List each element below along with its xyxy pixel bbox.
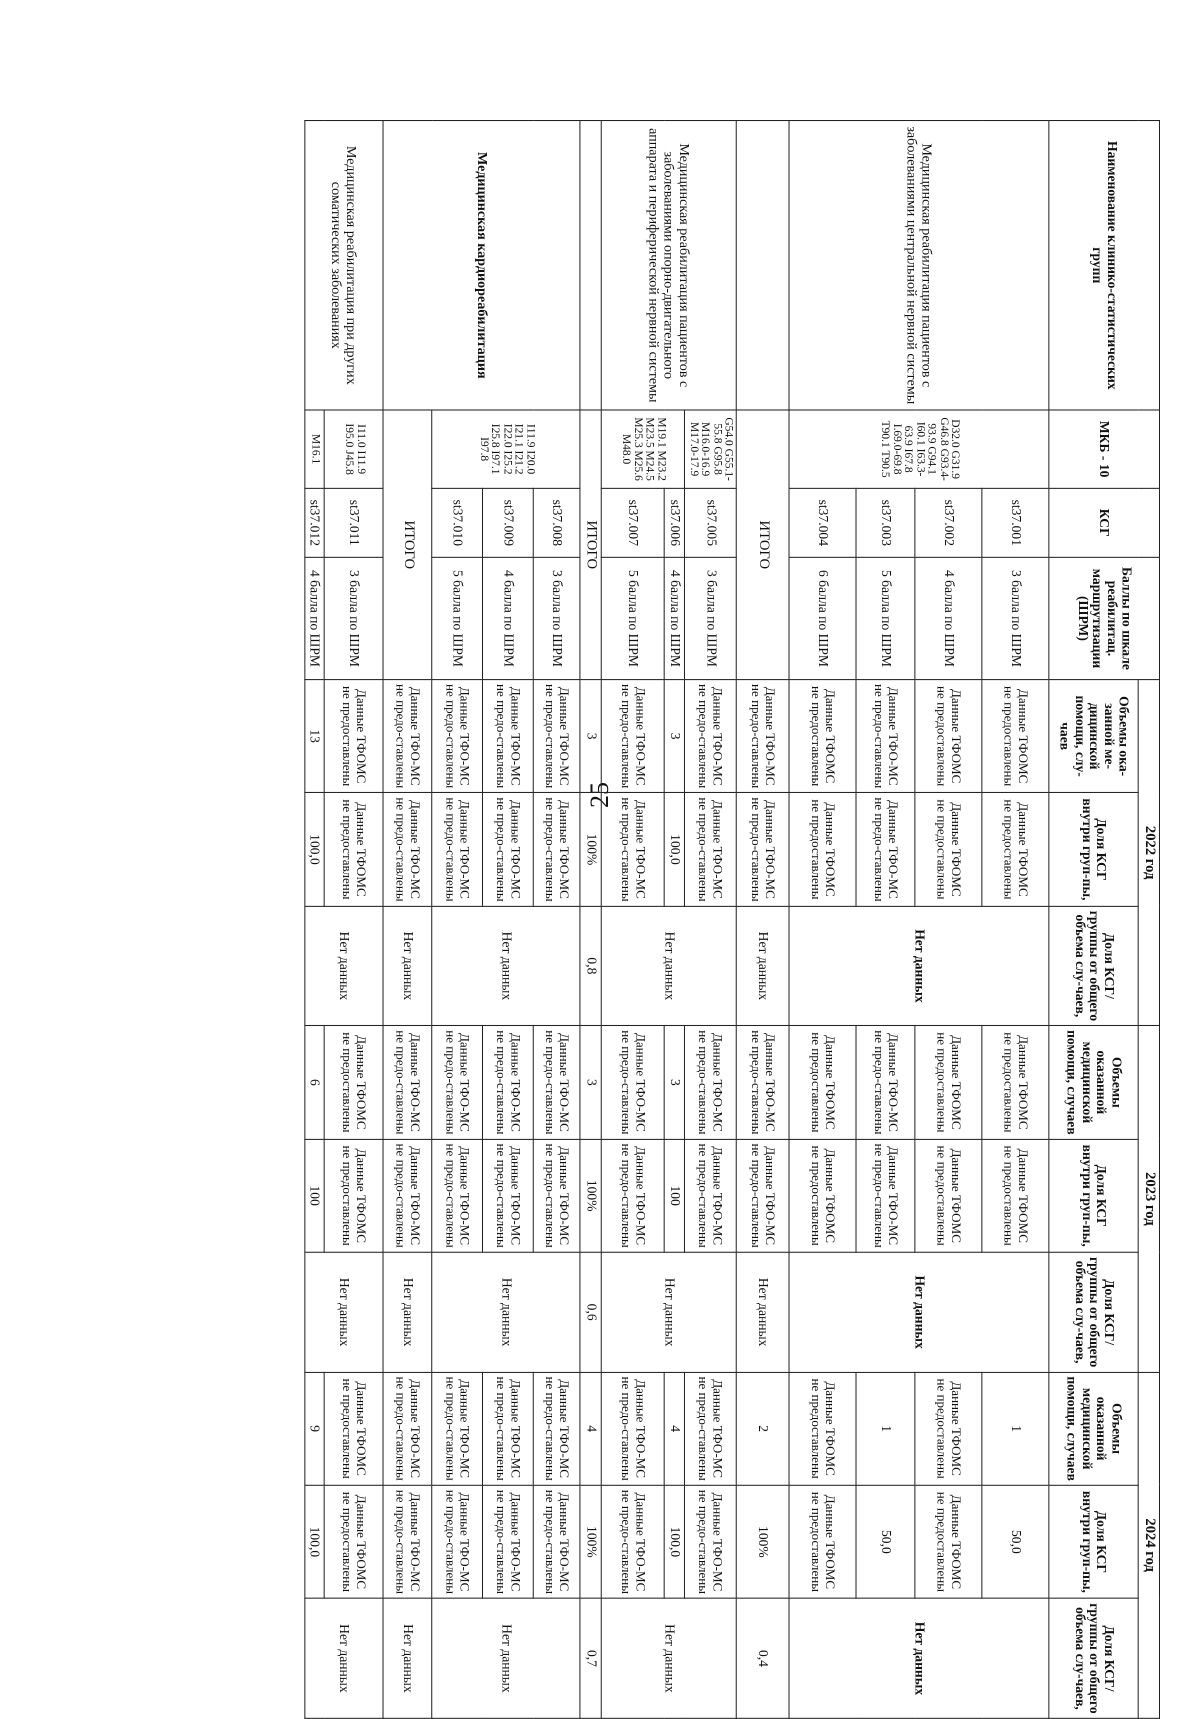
itogo-row: [580, 121, 601, 1719]
share-in-2022: Данные ТФО-МС не предо-ставлены: [685, 793, 737, 906]
share-total-2024: Нет данных: [305, 1599, 384, 1719]
share-in-2022: Данные ТФОМС не предоставлены: [915, 793, 982, 906]
table-row: [685, 121, 737, 1719]
share-in-2024: 100%: [580, 1485, 601, 1598]
share-total-2022: Нет данных: [789, 906, 1049, 1026]
itogo-label: ИТОГО: [737, 410, 790, 679]
share-in-2022: Данные ТФОМС не предоставлены: [982, 793, 1049, 906]
group-name-cns: Медицинская реабилитация пациентов с заболеваниями центральной нервной системы: [789, 121, 1049, 411]
share-in-2023: 100: [664, 1139, 684, 1252]
share-in-2022: Данные ТФОМС не предоставлены: [789, 793, 856, 906]
ksg-code: st37.009: [483, 488, 534, 557]
header-ksg: КСГ: [1049, 488, 1159, 557]
vol-2022: Данные ТФО-МС не предо-ставлены: [737, 680, 790, 793]
share-in-2023: Данные ТФО-МС не предо-ставлены: [601, 1139, 664, 1252]
share-in-2024: Данные ТФОМС не предоставлены: [789, 1485, 856, 1598]
vol-2024: 1: [856, 1372, 915, 1485]
share-in-2024: Данные ТФОМС не предоставлены: [915, 1485, 982, 1598]
share-in-2023: Данные ТФОМС не предоставлены: [982, 1139, 1049, 1252]
vol-2024: 4: [580, 1372, 601, 1485]
vol-2023: Данные ТФО-МС не предо-ставлены: [483, 1026, 534, 1139]
vol-2023: 6: [305, 1026, 325, 1139]
share-in-2022: Данные ТФО-МС не предо-ставлены: [737, 793, 790, 906]
mkb-codes-cardio: I11.9 I20.0 I21.1 I21.2 I22.0 I25.2 I25.8 I97.1 I97.8: [432, 410, 580, 488]
share-total-2024: Нет данных: [789, 1599, 1049, 1719]
ksg-code: st37.008: [534, 488, 581, 557]
share-in-2023: 100: [305, 1139, 325, 1252]
share-in-2023: 100%: [580, 1139, 601, 1252]
table-row: [534, 121, 581, 1719]
share-in-2023: Данные ТФО-МС не предо-ставлены: [432, 1139, 483, 1252]
share-in-2024: Данные ТФО-МС не предо-ставлены: [685, 1485, 737, 1598]
vol-2023: Данные ТФОМС не предоставлены: [982, 1026, 1049, 1139]
landscape-table-area: [206, 120, 1160, 1719]
share-in-2024: Данные ТФО-МС не предо-ставлены: [534, 1485, 581, 1598]
shrm-score: 3 балла по ШРМ: [534, 557, 581, 679]
group-name-cardio: Медицинская кардиореабилитация: [383, 121, 580, 411]
ksg-code: st37.010: [432, 488, 483, 557]
header-share-in-2024: Доля КСГ внутри груп-пы,: [1049, 1485, 1138, 1598]
vol-2023: Данные ТФО-МС не предо-ставлены: [856, 1026, 915, 1139]
vol-2023: 3: [580, 1026, 601, 1139]
vol-2024: Данные ТФО-МС не предо-ставлены: [685, 1372, 737, 1485]
header-row-1: [1139, 121, 1160, 1719]
share-total-2023: Нет данных: [383, 1252, 432, 1372]
header-shrm: Баллы по шкале реабилитац. маршрутизации (ШРМ): [1049, 557, 1159, 679]
shrm-score: 3 балла по ШРМ: [982, 557, 1049, 679]
shrm-score: 3 балла по ШРМ: [325, 557, 384, 679]
share-in-2024: 100,0: [664, 1485, 684, 1598]
share-in-2022: Данные ТФО-МС не предо-ставлены: [856, 793, 915, 906]
header-mkb: МКБ - 10: [1049, 410, 1159, 488]
ksg-code: st37.012: [305, 488, 325, 557]
ksg-code: st37.011: [325, 488, 384, 557]
ksg-statistics-table: [304, 120, 1160, 1719]
group-name-musculoskeletal: Медицинская реабилитация пациентов с заболеваниями опорно-двигательного аппарата и периферической нервной системы: [601, 121, 736, 411]
header-share-total-2022: Доля КСГ/группы от общего объема слу-чаев,: [1049, 906, 1138, 1026]
vol-2022: 3: [580, 680, 601, 793]
vol-2023: Данные ТФОМС не предоставлены: [325, 1026, 384, 1139]
share-in-2024: 100%: [737, 1485, 790, 1598]
vol-2022: Данные ТФО-МС не предо-ставлены: [432, 680, 483, 793]
header-share-total-2024: Доля КСГ/группы от общего объема слу-чаев,: [1049, 1599, 1138, 1719]
share-in-2024: Данные ТФО-МС не предо-ставлены: [601, 1485, 664, 1598]
share-in-2024: Данные ТФО-МС не предо-ставлены: [383, 1485, 432, 1598]
header-year-2022: 2022 год: [1139, 680, 1160, 1026]
vol-2023: Данные ТФО-МС не предо-ставлены: [601, 1026, 664, 1139]
share-in-2022: Данные ТФО-МС не предо-ставлены: [383, 793, 432, 906]
vol-2023: Данные ТФО-МС не предо-ставлены: [383, 1026, 432, 1139]
share-total-2022: Нет данных: [601, 906, 736, 1026]
vol-2022: Данные ТФОМС не предоставлены: [789, 680, 856, 793]
vol-2023: Данные ТФО-МС не предо-ставлены: [737, 1026, 790, 1139]
table-row: [325, 121, 384, 1719]
vol-2022: Данные ТФОМС не предоставлены: [982, 680, 1049, 793]
share-total-2022: Нет данных: [305, 906, 384, 1026]
vol-2022: Данные ТФО-МС не предо-ставлены: [534, 680, 581, 793]
share-in-2024: 50,0: [856, 1485, 915, 1598]
vol-2022: 3: [664, 680, 684, 793]
header-year-2024: 2024 год: [1139, 1372, 1160, 1718]
itogo-label: ИТОГО: [383, 410, 432, 679]
header-vol-2023: Объемы оказанной медицинской помощи, случаев: [1049, 1026, 1138, 1139]
share-total-2022: 0,8: [580, 906, 601, 1026]
ksg-code: st37.002: [915, 488, 982, 557]
vol-2024: Данные ТФО-МС не предо-ставлены: [534, 1372, 581, 1485]
mkb-codes-cns: D32.0 G31.9 G46.8 G93.4-93.9 G94.1 I60.1 I63.3-63.9 I67.8 I.69.0-69.8 T90.1 T90.5: [789, 410, 1049, 488]
share-in-2022: 100%: [580, 793, 601, 906]
vol-2022: Данные ТФОМС не предоставлены: [325, 680, 384, 793]
share-in-2023: Данные ТФОМС не предоставлены: [325, 1139, 384, 1252]
vol-2024: Данные ТФО-МС не предо-ставлены: [383, 1372, 432, 1485]
vol-2022: Данные ТФО-МС не предо-ставлены: [383, 680, 432, 793]
vol-2024: Данные ТФО-МС не предо-ставлены: [483, 1372, 534, 1485]
vol-2024: 4: [664, 1372, 684, 1485]
header-share-total-2023: Доля КСГ/группы от общего объема слу-чаев,: [1049, 1252, 1138, 1372]
ksg-code: st37.005: [685, 488, 737, 557]
shrm-score: 4 балла по ШРМ: [664, 557, 684, 679]
share-in-2023: Данные ТФО-МС не предо-ставлены: [383, 1139, 432, 1252]
vol-2023: Данные ТФО-МС не предо-ставлены: [432, 1026, 483, 1139]
share-total-2024: 0,4: [737, 1599, 790, 1719]
header-share-in-2022: Доля КСГ внутри груп-пы,: [1049, 793, 1138, 906]
share-total-2024: Нет данных: [601, 1599, 736, 1719]
header-share-in-2023: Доля КСГ внутри груп-пы,: [1049, 1139, 1138, 1252]
share-in-2022: 100,0: [664, 793, 684, 906]
vol-2023: 3: [664, 1026, 684, 1139]
group-name-empty: [580, 121, 601, 411]
shrm-score: 4 балла по ШРМ: [483, 557, 534, 679]
ksg-code: st37.003: [856, 488, 915, 557]
shrm-score: 3 балла по ШРМ: [685, 557, 737, 679]
vol-2024: Данные ТФО-МС не предо-ставлены: [432, 1372, 483, 1485]
share-total-2022: Нет данных: [737, 906, 790, 1026]
mkb-codes-somatic-b: M16.1: [305, 410, 325, 488]
share-total-2022: Нет данных: [383, 906, 432, 1026]
vol-2024: Данные ТФОМС не предоставлены: [325, 1372, 384, 1485]
share-in-2023: Данные ТФО-МС не предо-ставлены: [483, 1139, 534, 1252]
vol-2022: Данные ТФОМС не предоставлены: [915, 680, 982, 793]
share-in-2023: Данные ТФО-МС не предо-ставлены: [856, 1139, 915, 1252]
share-total-2023: 0,6: [580, 1252, 601, 1372]
share-in-2024: Данные ТФОМС не предоставлены: [325, 1485, 384, 1598]
vol-2023: Данные ТФОМС не предоставлены: [915, 1026, 982, 1139]
share-total-2024: Нет данных: [383, 1599, 432, 1719]
header-year-2023: 2023 год: [1139, 1026, 1160, 1372]
ksg-code: st37.001: [982, 488, 1049, 557]
share-total-2023: Нет данных: [737, 1252, 790, 1372]
shrm-score: 5 балла по ШРМ: [856, 557, 915, 679]
share-total-2024: Нет данных: [432, 1599, 580, 1719]
share-total-2023: Нет данных: [432, 1252, 580, 1372]
share-total-2024: 0,7: [580, 1599, 601, 1719]
vol-2023: Данные ТФО-МС не предо-ставлены: [685, 1026, 737, 1139]
vol-2023: Данные ТФО-МС не предо-ставлены: [534, 1026, 581, 1139]
header-name: Наименование клинико-статистических групп: [1049, 121, 1159, 411]
vol-2024: Данные ТФОМС не предоставлены: [915, 1372, 982, 1485]
ksg-code: st37.006: [664, 488, 684, 557]
header-vol-2024: Объемы оказанной медицинской помощи, случаев: [1049, 1372, 1138, 1485]
share-in-2022: Данные ТФО-МС не предо-ставлены: [432, 793, 483, 906]
share-total-2023: Нет данных: [601, 1252, 736, 1372]
group-name-somatic: Медицинская реабилитация при других соматических заболеваниях: [305, 121, 384, 411]
vol-2024: 9: [305, 1372, 325, 1485]
vol-2022: 13: [305, 680, 325, 793]
share-total-2023: Нет данных: [789, 1252, 1049, 1372]
share-in-2023: Данные ТФО-МС не предо-ставлены: [737, 1139, 790, 1252]
vol-2022: Данные ТФО-МС не предо-ставлены: [483, 680, 534, 793]
vol-2024: 1: [982, 1372, 1049, 1485]
mkb-codes-somatic-a: I11.0 I11.9 I95.0 J45.8: [325, 410, 384, 488]
shrm-score: 5 балла по ШРМ: [432, 557, 483, 679]
mkb-codes-musculoskeletal-b: M19.1 M23.2 M23.5 M24.5 M25.3 M25.6 M48.0: [601, 410, 684, 488]
itogo-row: [737, 121, 790, 1719]
group-name-empty: [737, 121, 790, 411]
mkb-codes-musculoskeletal-a: G54.0 G55.1-55.8 G95.8 M16.0-16.9 M17.0-17.9: [685, 410, 737, 488]
share-in-2024: 100,0: [305, 1485, 325, 1598]
vol-2022: Данные ТФО-МС не предо-ставлены: [685, 680, 737, 793]
share-in-2024: 50,0: [982, 1485, 1049, 1598]
share-in-2023: Данные ТФО-МС не предо-ставлены: [534, 1139, 581, 1252]
share-in-2023: Данные ТФО-МС не предо-ставлены: [685, 1139, 737, 1252]
vol-2022: Данные ТФО-МС не предо-ставлены: [601, 680, 664, 793]
share-in-2024: Данные ТФО-МС не предо-ставлены: [483, 1485, 534, 1598]
share-in-2022: Данные ТФО-МС не предо-ставлены: [534, 793, 581, 906]
vol-2022: Данные ТФО-МС не предо-ставлены: [856, 680, 915, 793]
shrm-score: 5 балла по ШРМ: [601, 557, 664, 679]
header-vol-2022: Объемы ока-занной ме-дицинской помощи, слу-чаев: [1049, 680, 1138, 793]
vol-2023: Данные ТФОМС не предоставлены: [789, 1026, 856, 1139]
share-in-2022: 100,0: [305, 793, 325, 906]
share-in-2022: Данные ТФО-МС не предо-ставлены: [483, 793, 534, 906]
shrm-score: 6 балла по ШРМ: [789, 557, 856, 679]
vol-2024: Данные ТФО-МС не предо-ставлены: [601, 1372, 664, 1485]
ksg-code: st37.004: [789, 488, 856, 557]
table-row: [982, 121, 1049, 1719]
share-in-2022: Данные ТФОМС не предоставлены: [325, 793, 384, 906]
share-in-2022: Данные ТФО-МС не предо-ставлены: [601, 793, 664, 906]
itogo-label: ИТОГО: [580, 410, 601, 679]
share-in-2023: Данные ТФОМС не предоставлены: [915, 1139, 982, 1252]
share-in-2023: Данные ТФОМС не предоставлены: [789, 1139, 856, 1252]
page-number: 25: [585, 782, 614, 808]
share-in-2024: Данные ТФО-МС не предо-ставлены: [432, 1485, 483, 1598]
ksg-code: st37.007: [601, 488, 664, 557]
share-total-2022: Нет данных: [432, 906, 580, 1026]
shrm-score: 4 балла по ШРМ: [915, 557, 982, 679]
share-total-2023: Нет данных: [305, 1252, 384, 1372]
vol-2024: 2: [737, 1372, 790, 1485]
vol-2024: Данные ТФОМС не предоставлены: [789, 1372, 856, 1485]
shrm-score: 4 балла по ШРМ: [305, 557, 325, 679]
